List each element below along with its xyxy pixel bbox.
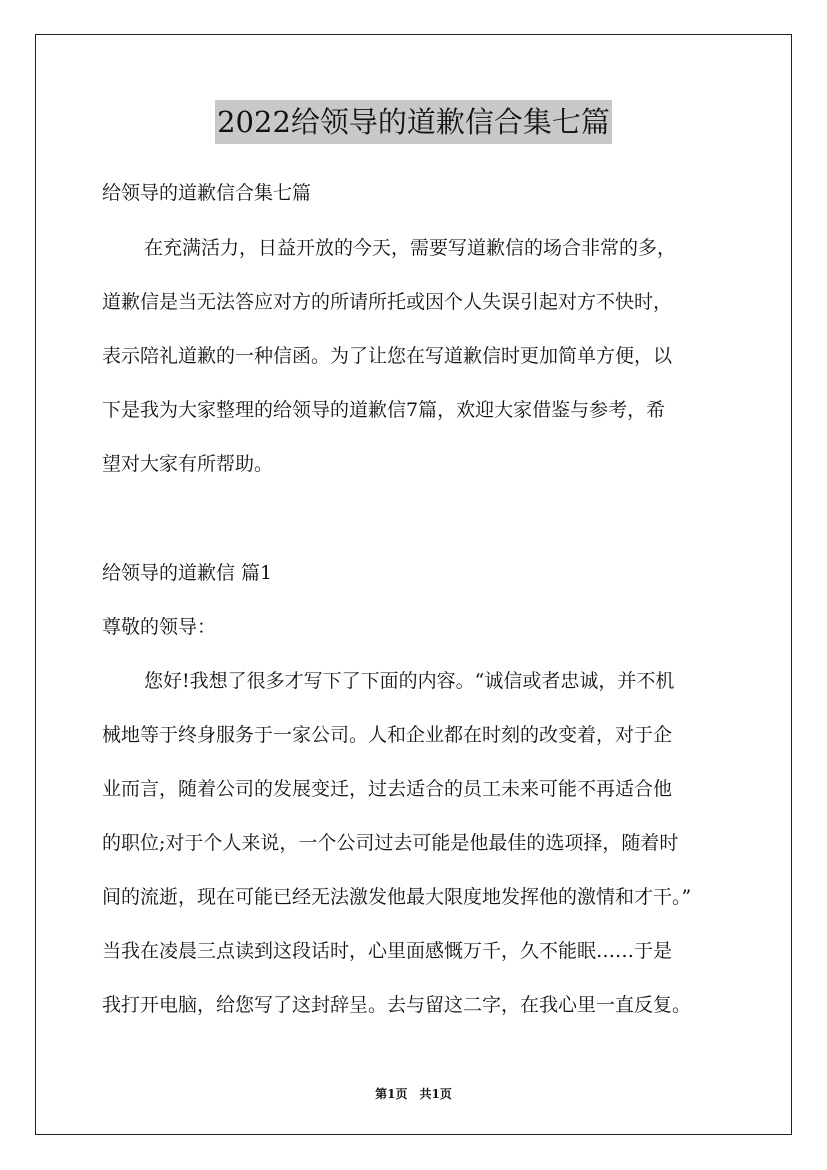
body-line-3: 业而言，随着公司的发展变迁，过去适合的员工未来可能不再适合他 [102,778,673,800]
body-line-5: 间的流逝，现在可能已经无法激发他最大限度地发挥他的激情和才干。” [102,886,692,908]
body-line-6: 当我在凌晨三点读到这段话时，心里面感慨万千，久不能眠……于是 [102,940,673,962]
section-heading: 给领导的道歉信 篇1 [102,562,273,584]
page-number-label: 第1页 共1页 [375,1087,452,1101]
body-line-1: 您好!我想了很多才写下了下面的内容。“诚信或者忠诚，并不机 [144,670,675,692]
intro-line-4: 下是我为大家整理的给领导的道歉信7篇，欢迎大家借鉴与参考，希 [102,399,666,421]
document-subtitle: 给领导的道歉信合集七篇 [102,182,312,204]
intro-line-3: 表示陪礼道歉的一种信函。为了让您在写道歉信时更加简单方便，以 [102,345,673,367]
title-container [0,100,827,144]
salutation: 尊敬的领导： [102,616,217,638]
intro-line-5: 望对大家有所帮助。 [102,453,274,475]
body-line-7: 我打开电脑，给您写了这封辞呈。去与留这二字，在我心里一直反复。 [102,994,692,1016]
page-footer [0,1086,827,1102]
intro-line-2: 道歉信是当无法答应对方的所请所托或因个人失误引起对方不快时， [102,291,673,313]
body-line-4: 的职位;对于个人来说，一个公司过去可能是他最佳的选项择，随着时 [102,832,679,854]
body-line-2: 械地等于终身服务于一家公司。人和企业都在时刻的改变着，对于企 [102,724,673,746]
intro-line-1: 在充满活力，日益开放的今天，需要写道歉信的场合非常的多， [144,237,677,259]
document-title: 2022给领导的道歉信合集七篇 [215,100,612,144]
